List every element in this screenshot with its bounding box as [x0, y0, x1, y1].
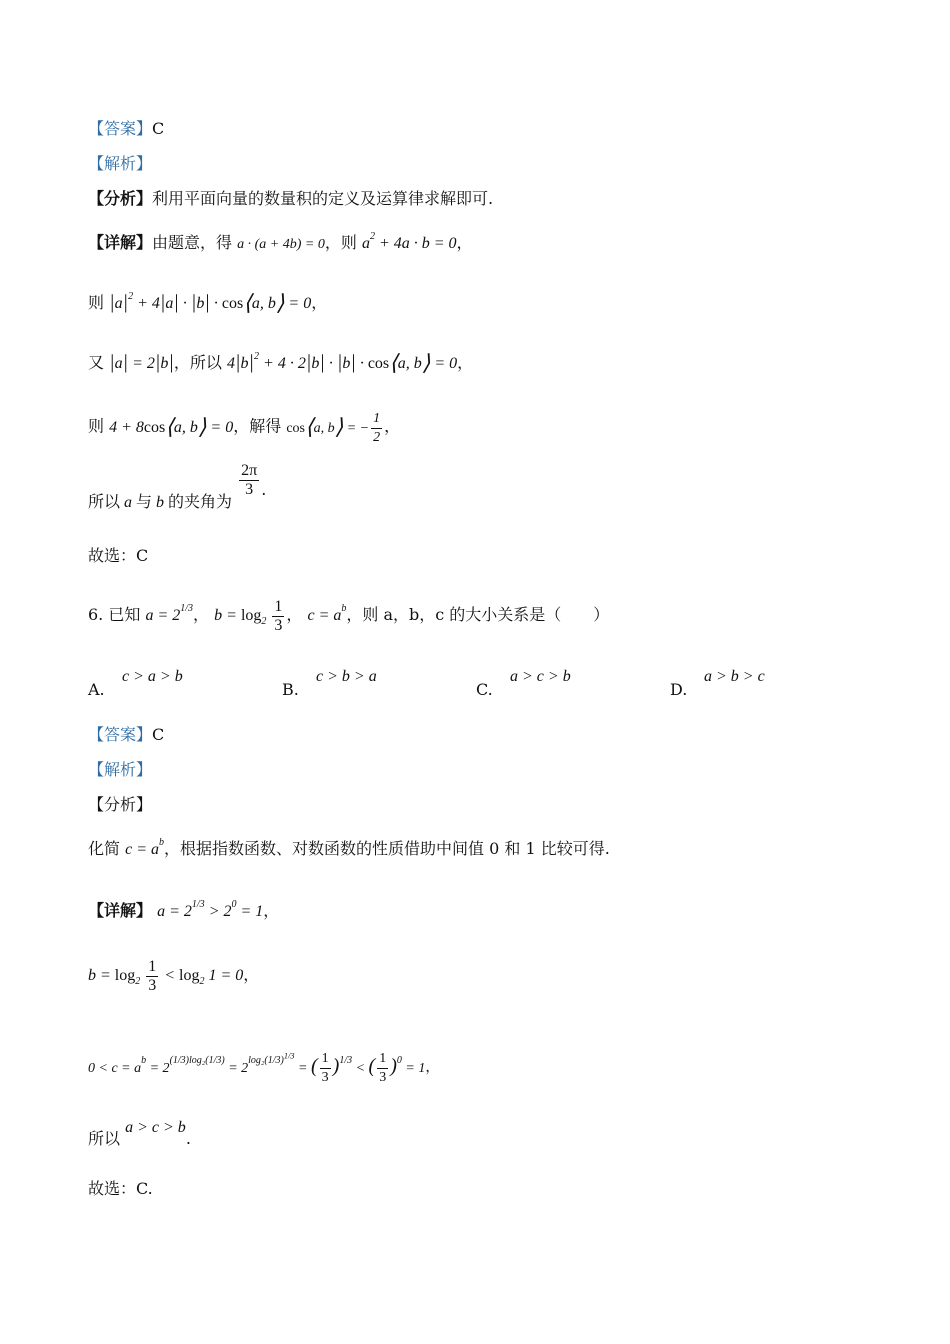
- q5-conclusion: 所以 a 与 b 的夹角为 $\frac{2\pi}{3}$ .: [88, 462, 267, 511]
- equation-d4: a > c > b: [125, 1119, 186, 1136]
- q6-final: 故选：C.: [88, 1179, 153, 1198]
- answer-value: C: [152, 119, 165, 138]
- equation-7: cos⟨a, b⟩ = − $\frac{1}{2}$: [286, 411, 381, 445]
- equation-a: $a = 2^{1/3}$: [145, 603, 194, 625]
- analysis-tag: 【分析】: [88, 189, 153, 208]
- equation-5: $4|b|^2 + 4 \cdot 2|b| \cdot |b|$ · cos⟨a, b⟩ = 0: [227, 350, 458, 375]
- equation-6: 4 + 8cos⟨a, b⟩ = 0: [109, 413, 234, 439]
- answer-tag: 【答案】: [88, 725, 153, 744]
- q5-analysis-line: [88, 188, 493, 210]
- answer-value: C: [152, 725, 165, 744]
- equation-1: a · (a + 4b) = 0: [237, 237, 325, 252]
- equation-d3: $0 < c = a^b = 2^{(1/3)log_2(1/3)} = 2^{log_2(1/3)^{1/3}}$ = ( $\frac{1}{3}$ )$^{1/3}$ < ( $\frac{1}{3}$ )$^0$ = 1: [88, 1051, 426, 1085]
- question-number: 6.: [88, 605, 104, 625]
- q5-detail-line: 【详解】由题意，得 a · (a + 4b) = 0，则 $a^2 + 4a \cdot b = 0$，: [88, 231, 473, 252]
- q6-detail-line-2: $b = \log_2$ $\frac{1}{3}$ < $\log_2 1 = 0$，: [88, 958, 260, 994]
- q6-answer-line: [88, 724, 164, 746]
- q6-analysis-tag: 【分析】: [88, 795, 153, 814]
- q6-simplify-line: 化简 $c = a^b$，根据指数函数、对数函数的性质借助中间值 0 和 1 比较可得.: [88, 837, 610, 858]
- q5-line-also: 又 |a| = 2|b|，所以 $4|b|^2 + 4 \cdot 2|b| \cdot |b|$ · cos⟨a, b⟩ = 0，: [88, 350, 474, 375]
- q5-explain-tag: 【解析】: [88, 154, 153, 173]
- equation-c: $c = a^b$: [307, 603, 347, 625]
- equation-b: $b = \log_2$ $\frac{1}{3}$: [214, 598, 283, 634]
- equation-simplify: $c = a^b$: [125, 837, 165, 858]
- q5-answer-line: [88, 118, 164, 140]
- answer-tag: 【答案】: [88, 119, 153, 138]
- angle-fraction: $\frac{2\pi}{3}$: [241, 462, 258, 498]
- q6-detail-line-3: $0 < c = a^b = 2^{(1/3)log_2(1/3)} = 2^{log_2(1/3)^{1/3}}$ = ( $\frac{1}{3}$ )$^{1/3}$ < ( $\frac{1}{3}$ )$^0$ = 1，: [88, 1051, 440, 1085]
- equation-4: |a| = 2|b|: [109, 351, 174, 373]
- equation-3: $|a|^2 + 4|a| \cdot |b|$ · cos⟨a, b⟩ = 0: [109, 290, 312, 315]
- q5-final: 故选：C: [88, 546, 149, 565]
- q6-explain-tag: 【解析】: [88, 760, 153, 779]
- equation-d2: $b = \log_2$ $\frac{1}{3}$ < $\log_2 1 = 0$: [88, 958, 244, 994]
- detail-tag: 【详解】: [88, 233, 153, 252]
- q6-stem: 6. 已知 $a = 2^{1/3}$， $b = \log_2$ $\frac{1}{3}$ ， $c = a^b$，则 a，b，c 的大小关系是（ ）: [88, 598, 610, 634]
- q6-detail-line: 【详解】 $a = 2^{1/3} > 2^0 = 1$，: [88, 899, 280, 920]
- equation-d1: $a = 2^{1/3} > 2^0 = 1$: [157, 899, 264, 920]
- detail-tag: 【详解】: [88, 901, 153, 920]
- q6-conclusion: 所以 a > c > b.: [88, 1119, 191, 1148]
- analysis-text: 利用平面向量的数量积的定义及运算律求解即可.: [152, 189, 494, 208]
- q5-line-modulus: 则 $|a|^2 + 4|a| \cdot |b|$ · cos⟨a, b⟩ = 0，: [88, 290, 328, 315]
- equation-2: $a^2 + 4a \cdot b = 0$: [361, 231, 457, 252]
- q5-line-solve: 则 4 + 8cos⟨a, b⟩ = 0，解得 cos⟨a, b⟩ = − $\frac{1}{2}$ ，: [88, 411, 401, 445]
